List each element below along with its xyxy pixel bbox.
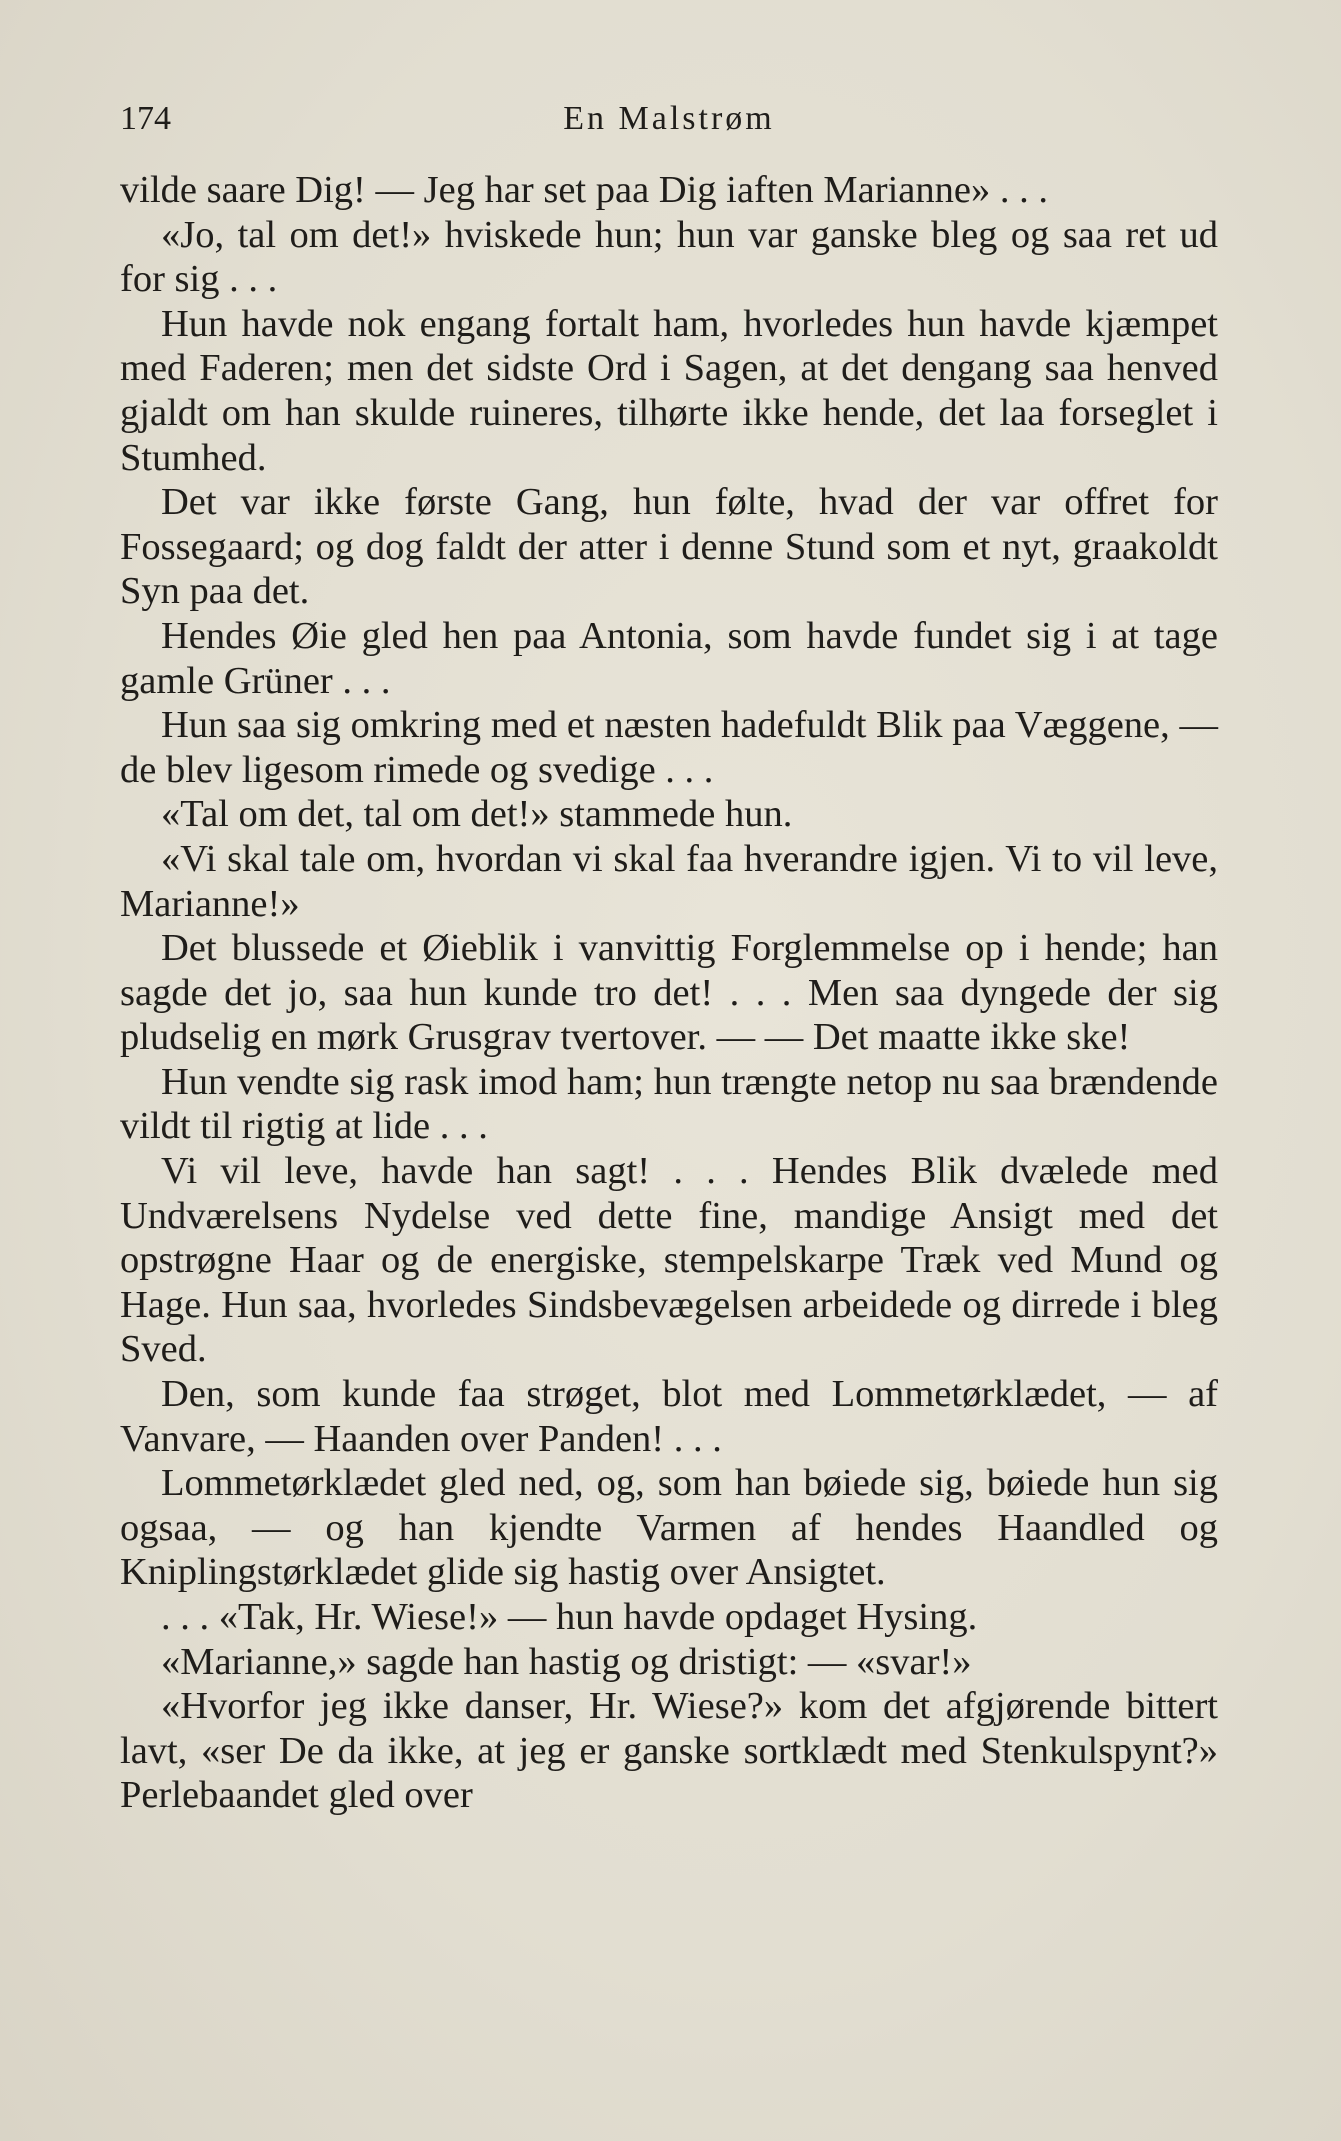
paragraph: Hun saa sig omkring med et næsten hadefuldt Blik paa Væggene, — de blev ligesom rimede og svedige . . . [120,704,1218,791]
paragraph: «Vi skal tale om, hvordan vi skal faa hverandre igjen. Vi to vil leve, Marianne!» [120,837,1218,925]
page-number: 174 [120,100,171,137]
paragraph: Den, som kunde faa strøget, blot med Lommetørklædet, — af Vanvare, — Haanden over Panden! . . . [120,1373,1218,1460]
body-text [120,168,1218,1818]
page-header [120,96,1218,142]
paragraph: vilde saare Dig! — Jeg har set paa Dig iaften Marianne» . . . [120,169,1048,211]
paragraph: «Jo, tal om det!» hviskede hun; hun var ganske bleg og saa ret ud for sig . . . [120,213,1218,301]
paragraph: Det var ikke første Gang, hun følte, hvad der var offret for Fossegaard; og dog faldt der atter i denne Stund som et nyt, graakoldt Syn paa det. [120,481,1218,613]
running-title: En Malstrøm [563,100,775,137]
paragraph: . . . «Tak, Hr. Wiese!» — hun havde opdaget Hysing. [161,1596,978,1638]
paragraph: «Tal om det, tal om det!» stammede hun. [161,793,793,836]
paragraph: «Hvorfor jeg ikke danser, Hr. Wiese?» kom det afgjørende bittert lavt, «ser De da ikke, at jeg er ganske sortklædt med Stenkulspynt?» Perlebaandet gled over [120,1685,1218,1817]
paragraph: «Marianne,» sagde han hastig og dristigt: — «svar!» [161,1640,972,1683]
paragraph: Hun vendte sig rask imod ham; hun trængte netop nu saa brændende vildt til rigtig at lide . . . [120,1060,1218,1148]
paragraph: Hendes Øie gled hen paa Antonia, som havde fundet sig i at tage gamle Grüner . . . [120,614,1218,702]
paragraph: Vi vil leve, havde han sagt! . . . Hendes Blik dvælede med Undværelsens Nydelse ved dette fine, mandige Ansigt med det opstrøgne Haar og de energiske, stempelskarpe Træk ved Mund og Hage. Hun saa, hvorledes Sindsbevægelsen arbeidede og dirrede i bleg Sved. [120,1150,1218,1371]
paragraph: Lommetørklædet gled ned, og, som han bøiede sig, bøiede hun sig ogsaa, — og han kjendte Varmen af hendes Haandled og Kniplingstørklædet glide sig hastig over Ansigtet. [120,1462,1218,1594]
paragraph: Hun havde nok engang fortalt ham, hvorledes hun havde kjæmpet med Faderen; men det sidste Ord i Sagen, at det dengang saa henved gjaldt om han skulde ruineres, tilhørte ikke hende, det laa forseglet i Stumhed. [120,302,1218,479]
paragraph: Det blussede et Øieblik i vanvittig Forglemmelse op i hende; han sagde det jo, saa hun kunde tro det! . . . Men saa dyngede der sig pludselig en mørk Grusgrav tvertover. — — Det maatte ikke ske! [120,927,1218,1059]
